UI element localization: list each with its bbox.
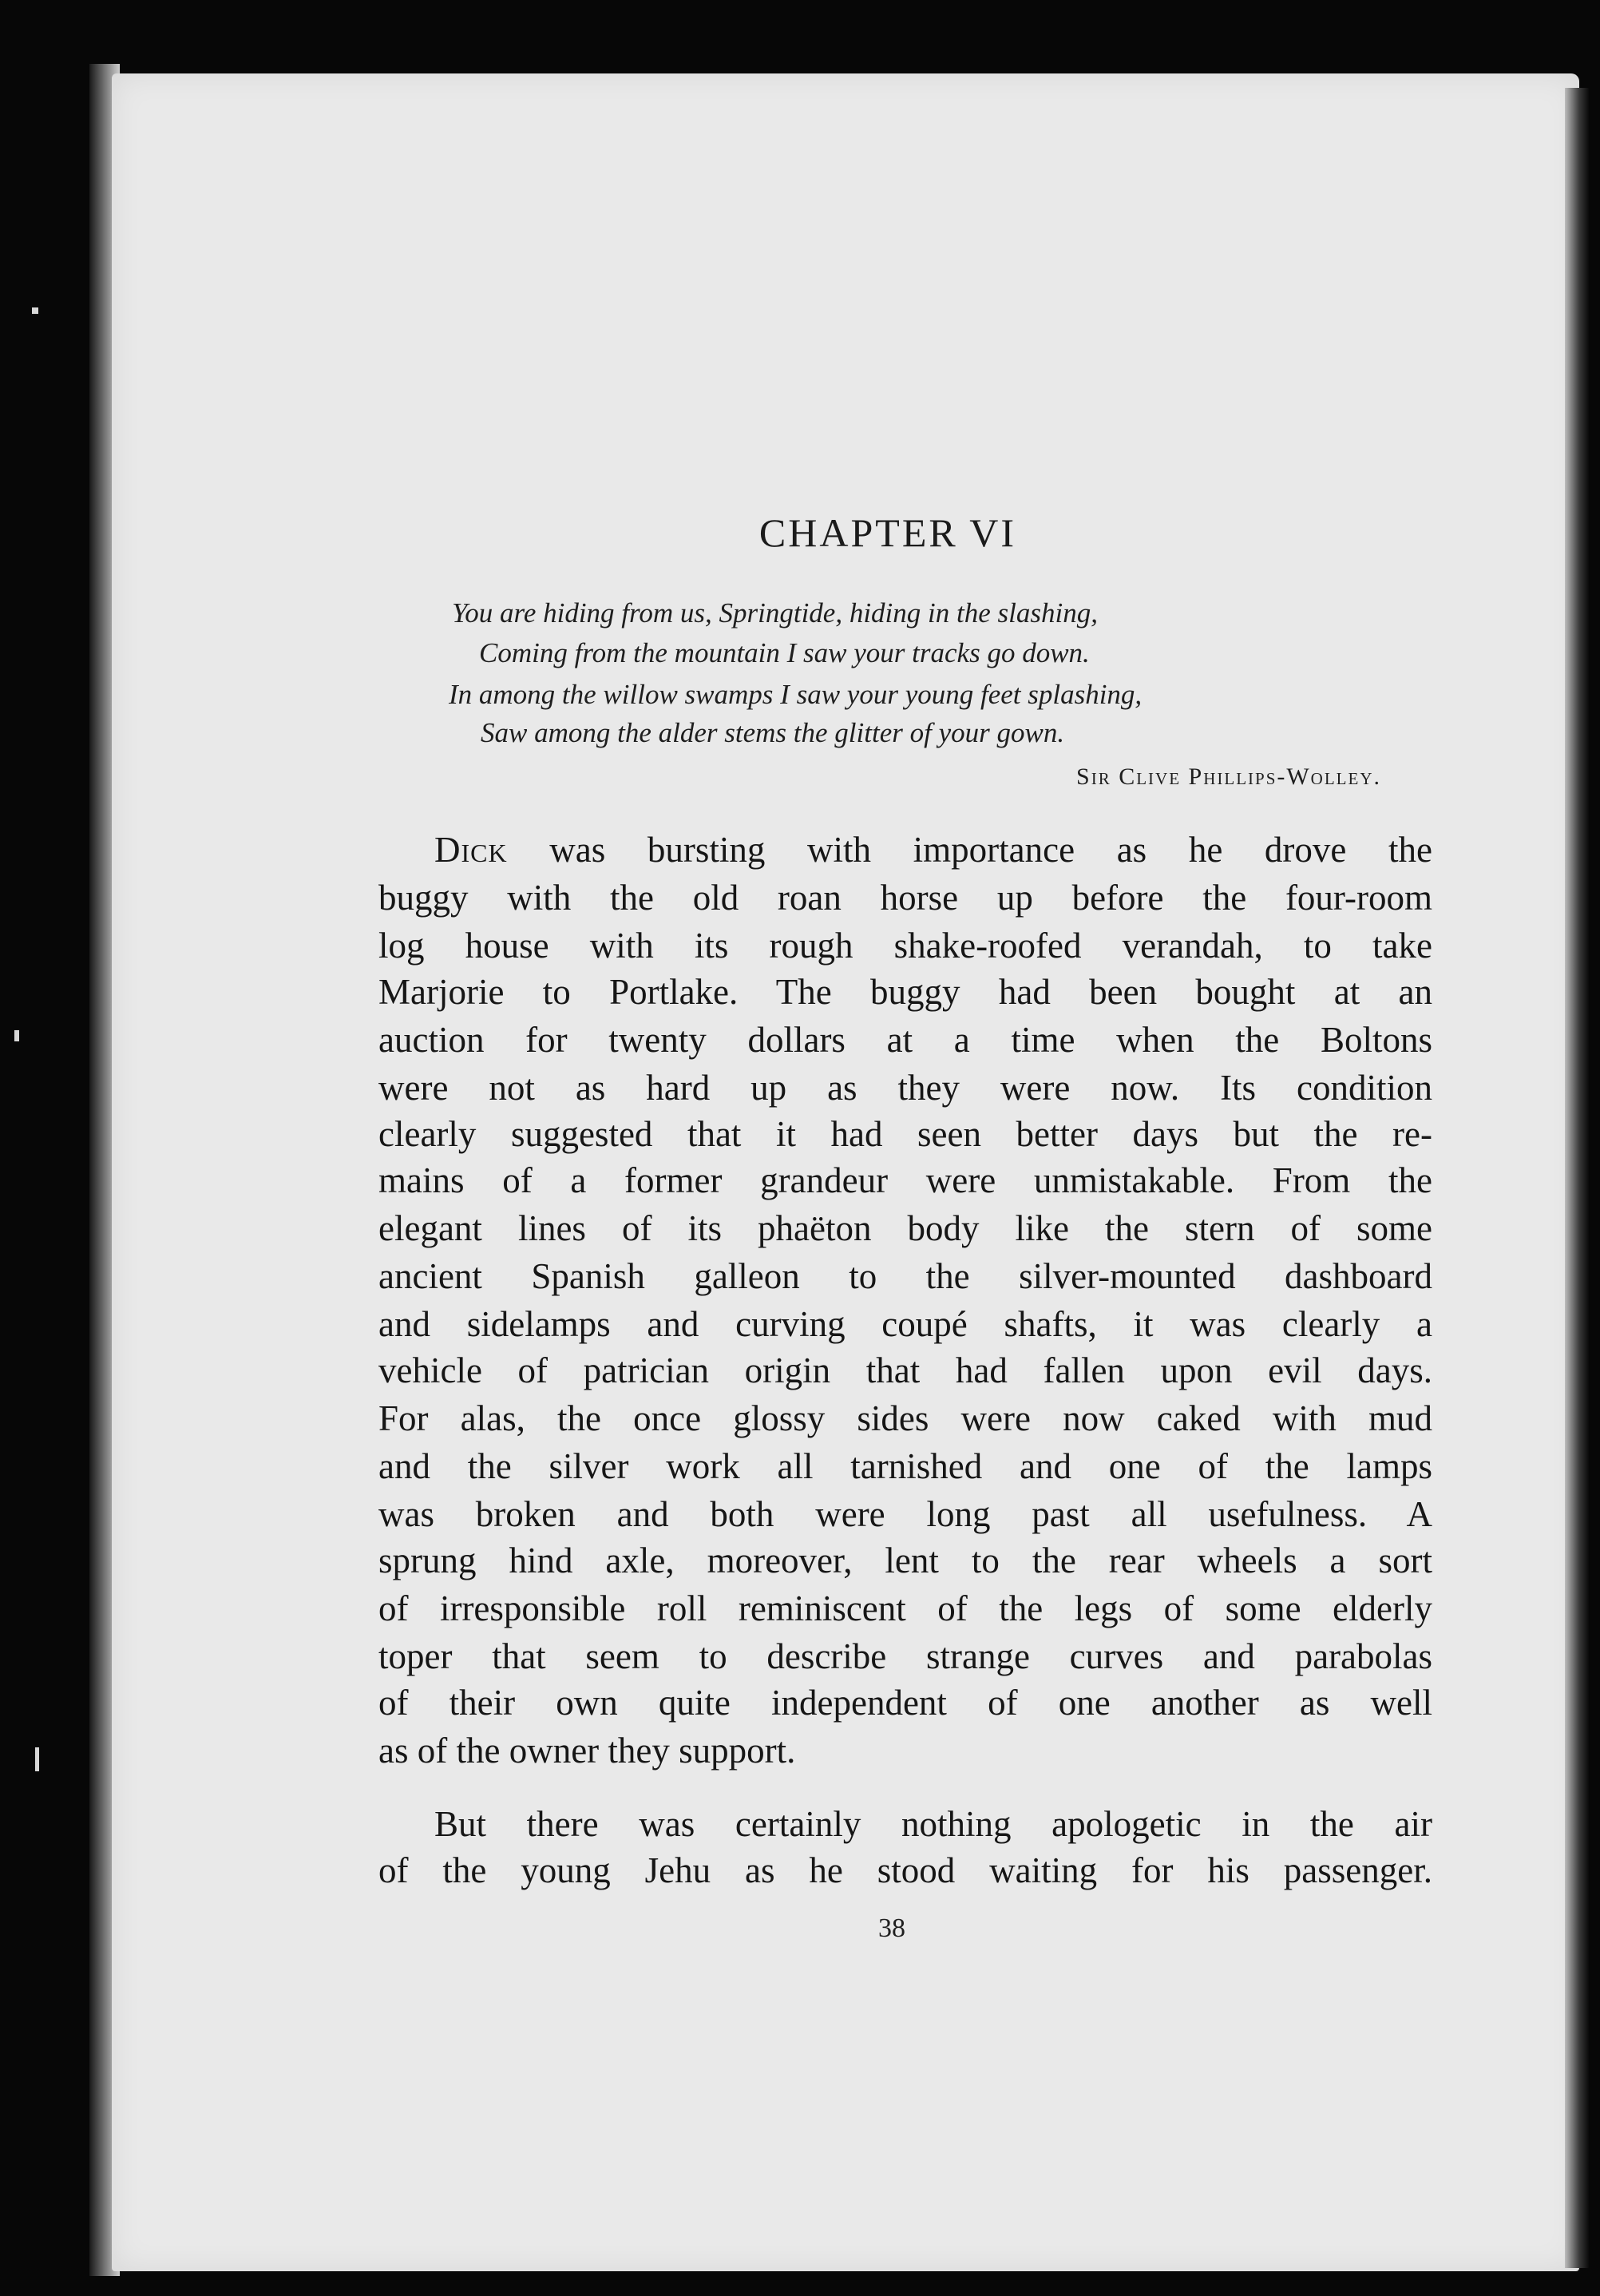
line-text: and the silver work all tarnished and one of the lamps	[378, 1446, 1432, 1486]
scan-speck	[35, 1747, 39, 1771]
drop-lead-word: Dick	[434, 830, 508, 870]
line-text: Marjorie to Portlake. The buggy had been bought at an	[378, 972, 1432, 1012]
text-line	[378, 971, 1432, 1013]
line-text: elegant lines of its phaëton body like the stern of some	[378, 1208, 1432, 1248]
text-line	[378, 1850, 1432, 1891]
text-line	[378, 1350, 1432, 1391]
page-number: 38	[878, 1913, 905, 1943]
line-text: was broken and both were long past all usefulness. A	[378, 1494, 1432, 1534]
epigraph-line: Saw among the alder stems the glitter of your gown.	[481, 717, 1065, 748]
line-text: For alas, the once glossy sides were now caked with mud	[378, 1398, 1432, 1438]
line-text: of irresponsible roll reminiscent of the legs of some elderly	[378, 1588, 1432, 1628]
scan-speck	[32, 307, 38, 314]
line-text: and sidelamps and curving coupé shafts, it was clearly a	[378, 1304, 1432, 1344]
scan-speck	[14, 1030, 19, 1041]
line-text: toper that seem to describe strange curves and parabolas	[378, 1636, 1432, 1676]
line-text: was bursting with importance as he drove the	[507, 830, 1432, 870]
text-line	[378, 1303, 1432, 1345]
chapter-title: CHAPTER VI	[758, 510, 1017, 555]
epigraph-attribution: Sir Clive Phillips-Wolley.	[1076, 763, 1381, 790]
line-text: auction for twenty dollars at a time when the Boltons	[378, 1020, 1432, 1060]
epigraph-line: You are hiding from us, Springtide, hiding in the slashing,	[452, 597, 1098, 629]
text-line	[378, 1540, 1432, 1581]
text-line	[378, 1636, 1432, 1677]
text-line	[378, 1113, 1432, 1155]
line-text: sprung hind axle, moreover, lent to the rear wheels a sort	[378, 1541, 1432, 1580]
text-line	[378, 925, 1432, 966]
text-line	[378, 1493, 1432, 1535]
text-line	[378, 1730, 1432, 1771]
text-line	[378, 1398, 1432, 1439]
text-line	[378, 1019, 1432, 1061]
epigraph-line: Coming from the mountain I saw your tracks go down.	[479, 637, 1090, 668]
line-text: of their own quite independent of one another as well	[378, 1683, 1432, 1723]
text-line	[378, 829, 1432, 870]
text-line	[378, 1682, 1432, 1723]
epigraph-line: In among the willow swamps I saw your young feet splashing,	[449, 679, 1143, 710]
line-text: vehicle of patrician origin that had fallen upon evil days.	[378, 1350, 1432, 1390]
text-line	[378, 1255, 1432, 1297]
line-text: log house with its rough shake-roofed verandah, to take	[378, 926, 1432, 966]
line-text: buggy with the old roan horse up before the four-room	[378, 878, 1432, 918]
text-line	[378, 1445, 1432, 1487]
line-text: mains of a former grandeur were unmistakable. From the	[378, 1160, 1432, 1200]
line-text: But there was certainly nothing apologetic in the air	[434, 1804, 1432, 1844]
text-line	[378, 1588, 1432, 1629]
page-right-edge	[1565, 88, 1589, 2268]
line-text: of the young Jehu as he stood waiting for his passenger.	[378, 1850, 1432, 1890]
line-text: as of the owner they support.	[378, 1731, 796, 1771]
text-line	[378, 1803, 1432, 1845]
line-text: ancient Spanish galleon to the silver-mounted dashboard	[378, 1256, 1432, 1296]
text-line	[378, 1207, 1432, 1249]
line-text: clearly suggested that it had seen better days but the re-	[378, 1114, 1432, 1154]
text-line	[378, 1160, 1432, 1201]
line-text: were not as hard up as they were now. Its condition	[378, 1068, 1432, 1108]
text-line	[378, 1067, 1432, 1108]
text-line	[378, 877, 1432, 918]
